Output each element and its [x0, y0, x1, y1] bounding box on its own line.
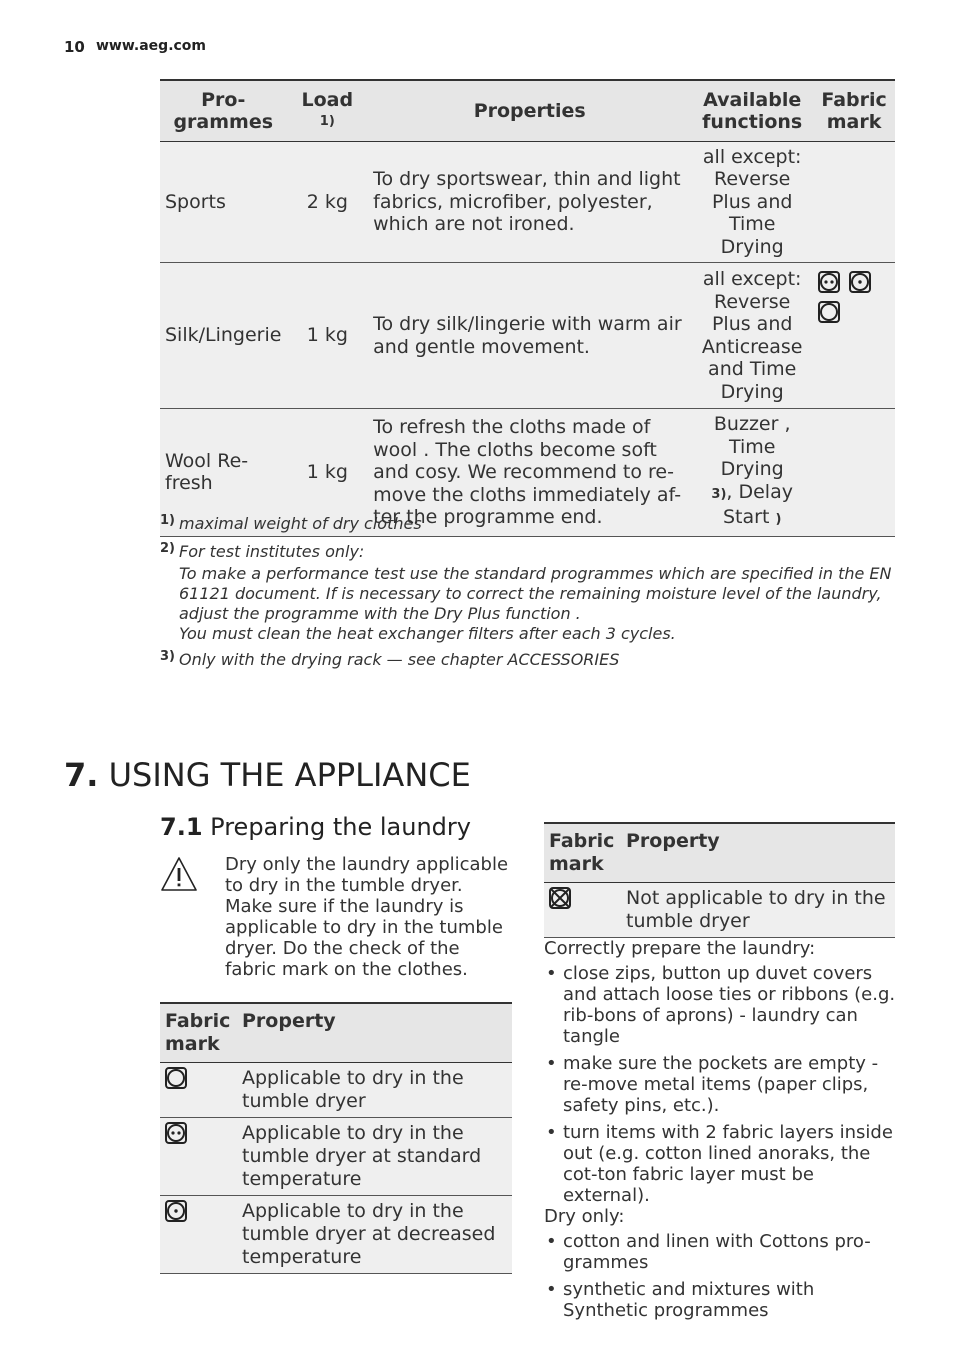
warning-text: Dry only the laundry applicable to dry in the tumble dryer. Make sure if the laundry is applicable to dry in the tumble dryer. Do the check of the fabric mark on the clothes. [225, 854, 509, 980]
fabric-mark-table-not-applicable [544, 822, 895, 938]
cell-property: Applicable to dry in the tumble dryer at standard temperature [237, 1118, 512, 1196]
tumble-dry-icon [165, 1067, 187, 1089]
cell-programme: Sports [160, 141, 286, 263]
cell-property: Applicable to dry in the tumble dryer [237, 1063, 512, 1118]
cell-load: 2 kg [286, 141, 368, 263]
site-url: www.aeg.com [96, 38, 207, 54]
list-item: • close zips, button up duvet covers and attach loose ties or ribbons (e.g. rib-bons of aprons) - laundry can tangle [544, 963, 896, 1047]
footnote-2: $^{2)}$ For test institutes only: [160, 541, 365, 561]
list-item: • make sure the pockets are empty - re-move metal items (paper clips, safety pins, etc.). [544, 1053, 896, 1116]
cell-properties: To dry sportswear, thin and light fabrics, microfiber, polyester, which are not ironed. [368, 141, 691, 263]
table-row [160, 263, 895, 409]
cell-programme: Silk/Lingerie [160, 263, 286, 409]
footnote-ref: ) [775, 512, 782, 527]
cell-property: Applicable to dry in the tumble dryer at decreased temperature [237, 1196, 512, 1274]
table-row [160, 1118, 512, 1196]
do-not-tumble-dry-icon [549, 887, 571, 909]
col-property: Property [621, 823, 895, 883]
tumble-dry-low-icon [165, 1200, 187, 1222]
col-property: Property [237, 1003, 512, 1063]
cell-fabric-mark [160, 1118, 237, 1196]
tumble-dry-normal-icon [818, 271, 840, 293]
prepare-intro: Correctly prepare the laundry: [544, 938, 816, 959]
functions-text: Buzzer , Time Drying [713, 413, 791, 480]
cell-properties: To refresh the cloths made of wool . The cloths become soft and cosy. We recommend to re-move the cloths immediately af-ter the programme end. [368, 409, 691, 537]
footnote-3: $^{3)}$ Only with the drying rack — see chapter ACCESSORIES [160, 649, 620, 669]
dry-only-label: Dry only: [544, 1206, 625, 1227]
cell-properties: To dry silk/lingerie with warm air and gentle movement. [368, 263, 691, 409]
col-functions: Available functions [691, 80, 813, 141]
cell-functions: all except: Reverse Plus and Time Drying [691, 141, 813, 263]
page-number: 10 [64, 38, 85, 56]
prepare-list [544, 963, 896, 1206]
chapter-heading: 7. USING THE APPLIANCE [64, 756, 471, 794]
cell-fabric-mark [813, 263, 895, 409]
footnote-ref: 3) [711, 486, 727, 502]
tumble-dry-low-icon [849, 271, 871, 293]
cell-functions: all except: Reverse Plus and Anticrease and Time Drying [691, 263, 813, 409]
fabric-mark-table [160, 1002, 512, 1274]
cell-programme: Wool Re- fresh [160, 409, 286, 537]
footnote-1: $^{1)}$ maximal weight of dry clothes [160, 513, 422, 533]
cell-property: Not applicable to dry in the tumble dryer [621, 883, 895, 938]
table-row [544, 883, 895, 938]
list-item: • turn items with 2 fabric layers inside out (e.g. cotton lined anoraks, the cot-ton fabric layer must be external). [544, 1122, 896, 1206]
cell-load: 1 kg [286, 263, 368, 409]
footnote-2-body: To make a performance test use the standard programmes which are specified in the EN 61121 document. If is necessary to correct the remaining moisture level of the laundry, adjust the programme with the Dry Plus function . [179, 564, 892, 623]
list-item: • cotton and linen with Cottons pro-grammes [544, 1231, 896, 1273]
col-load: Load 1) [286, 80, 368, 141]
col-fabric-mark: Fabric mark [544, 823, 621, 883]
col-fabric-mark: Fabric mark [160, 1003, 237, 1063]
cell-fabric-mark [813, 141, 895, 263]
section-heading: 7.1 Preparing the laundry [160, 813, 471, 841]
warning-triangle-icon [160, 856, 198, 892]
footnote-2-note: You must clean the heat exchanger filters after each 3 cycles. [179, 624, 676, 643]
functions-text: Start [722, 506, 770, 528]
list-item: • synthetic and mixtures with Synthetic programmes [544, 1279, 896, 1321]
cell-fabric-mark [544, 883, 621, 938]
table-row [160, 141, 895, 263]
prepare-instructions [544, 938, 896, 1327]
cell-fabric-mark [160, 1196, 237, 1274]
functions-text: , Delay [726, 480, 793, 503]
dry-only-list [544, 1231, 896, 1321]
tumble-dry-icon [818, 301, 840, 323]
tumble-dry-normal-icon [165, 1122, 187, 1144]
table-row [160, 1196, 512, 1274]
table-row [160, 1063, 512, 1118]
col-programmes: Pro- grammes [160, 80, 286, 141]
programme-table [160, 79, 895, 537]
footnotes [160, 514, 900, 672]
col-properties: Properties [368, 80, 691, 141]
cell-fabric-mark [160, 1063, 237, 1118]
cell-load: 1 kg [286, 409, 368, 537]
col-fabric-mark: Fabric mark [813, 80, 895, 141]
